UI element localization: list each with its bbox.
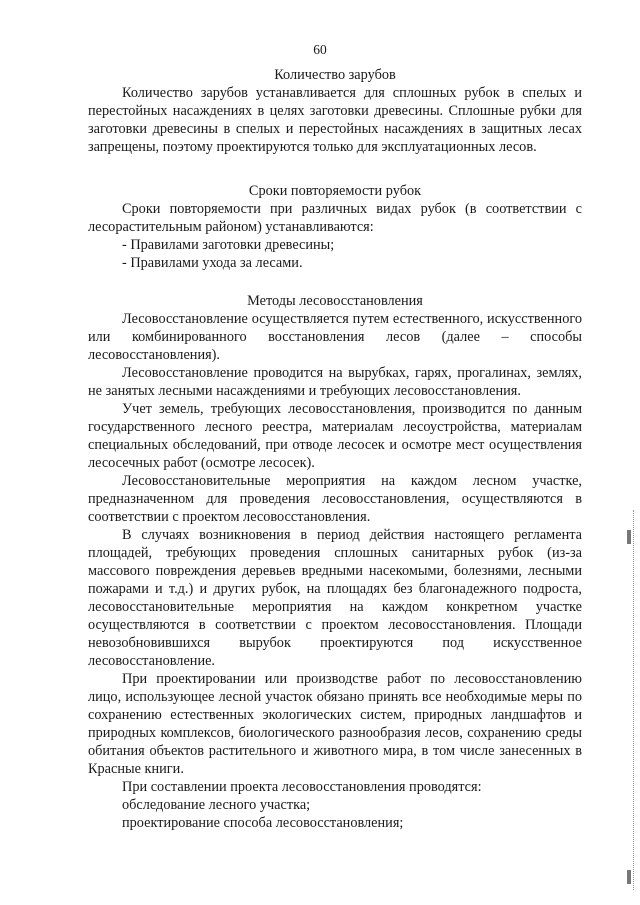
scan-edge-tick bbox=[627, 530, 631, 544]
spacer bbox=[88, 272, 582, 292]
list-item-care-rules: - Правилами ухода за лесами. bbox=[122, 255, 303, 271]
paragraph-reforestation-7: При составлении проекта лесовосстановления проводятся: bbox=[122, 779, 482, 795]
paragraph-reforestation-6: При проектировании или производстве работ по лесовосстановлению лицо, использующее лесной участок обязано принять все необходимые меры по сохранению естественных экологических систем, природных ландшафтов и природных комплексов, биологического разнообразия лесов, сохранению среды обитания объектов растительного и животного мира, в том числе занесенных в Красные книги. bbox=[88, 671, 582, 777]
section-heading-repeat-terms: Сроки повторяемости рубок bbox=[248, 183, 422, 199]
section-heading-reforestation: Методы лесовосстановления bbox=[247, 293, 423, 309]
paragraph-reforestation-1: Лесовосстановление осуществляется путем естественного, искусственного или комбинированного восстановления лесов (далее – способы лесовосстановления). bbox=[88, 311, 582, 363]
list-item-harvest-rules: - Правилами заготовки древесины; bbox=[122, 237, 335, 253]
page-number: 60 bbox=[313, 42, 327, 57]
list-item-method-design: проектирование способа лесовосстановления; bbox=[122, 815, 404, 831]
list-item-site-survey: обследование лесного участка; bbox=[122, 797, 311, 813]
scan-edge-tick bbox=[627, 870, 631, 884]
page-body bbox=[88, 66, 582, 832]
paragraph-reforestation-3: Учет земель, требующих лесовосстановления, производится по данным государственного лесного реестра, материалам лесоустройства, материалам специальных обследований, при отводе лесосек и осмотре мест осуществления лесосечных работ (осмотре лесосек). bbox=[88, 401, 582, 471]
spacer bbox=[88, 156, 582, 182]
paragraph-repeat-terms: Сроки повторяемости при различных видах рубок (в соответствии с лесорастительным районом) устанавливаются: bbox=[88, 201, 582, 235]
paragraph-cuts-count: Количество зарубов устанавливается для сплошных рубок в спелых и перестойных насаждениях в целях заготовки древесины. Сплошные рубки для заготовки древесины в спелых и перестойных насаждениях в защитных лесах запрещены, поэтому проектируются только для эксплуатационных лесов. bbox=[88, 85, 582, 155]
scan-edge-marks bbox=[630, 510, 634, 890]
paragraph-reforestation-5: В случаях возникновения в период действия настоящего регламента площадей, требующих проведения сплошных санитарных рубок (из-за массового повреждения деревьев вредными насекомыми, болезнями, лесными пожарами и т.д.) и других рубок, на площадях без благонадежного подроста, лесовосстановительные мероприятия на каждом конкретном участке осуществляются в соответствии с проектом лесовосстановления. Площади невозобновившихся вырубок проектируются под искусственное лесовосстановление. bbox=[88, 527, 582, 669]
paragraph-reforestation-2: Лесовосстановление проводится на вырубках, гарях, прогалинах, землях, не занятых лесными насаждениями и требующих лесовосстановления. bbox=[88, 365, 582, 399]
paragraph-reforestation-4: Лесовосстановительные мероприятия на каждом лесном участке, предназначенном для проведения лесовосстановления, осуществляются в соответствии с проектом лесовосстановления. bbox=[88, 473, 582, 525]
section-heading-cuts-count: Количество зарубов bbox=[274, 67, 396, 83]
